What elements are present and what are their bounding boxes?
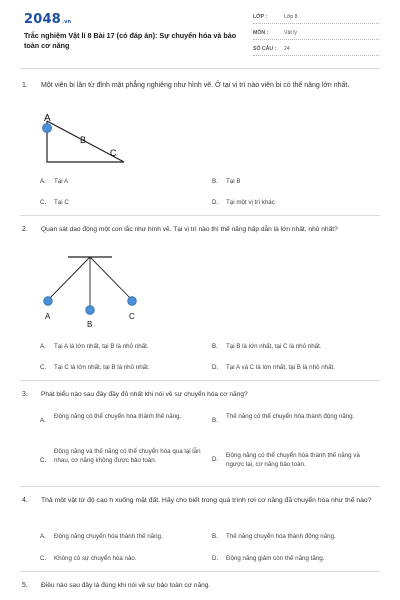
option-key: C. (40, 199, 47, 206)
meta-value: Vật lý (284, 30, 297, 36)
question-number: 4. (22, 497, 28, 504)
answer-option[interactable] (212, 555, 382, 564)
option-key: B. (212, 417, 218, 424)
option-text: Động năng và thế năng có thể chuyển hóa qua lại lẫn nhau, cơ năng không được bảo toàn. (54, 448, 201, 464)
meta-row-subject (253, 27, 379, 40)
answer-option[interactable] (40, 555, 208, 564)
meta-value: 24 (284, 46, 290, 52)
answer-option[interactable] (40, 413, 206, 422)
pendulum-string (90, 257, 132, 300)
answer-option[interactable] (40, 364, 208, 373)
figure-label: B (87, 320, 93, 329)
ball-icon (86, 306, 95, 315)
option-key: C. (40, 364, 47, 371)
figure-label: A (45, 312, 51, 321)
pendulum-figure (38, 254, 148, 332)
answer-option[interactable] (40, 199, 200, 208)
answer-option[interactable] (212, 343, 384, 352)
option-key: D. (212, 364, 219, 371)
option-text: Thế năng có thể chuyển hóa thành động năng. (226, 413, 355, 420)
site-logo[interactable] (24, 12, 71, 27)
answer-option[interactable] (40, 448, 206, 465)
divider (20, 215, 380, 216)
meta-key: SỐ CÂU : (253, 46, 277, 52)
question-text: Một viên bi lăn từ đỉnh mặt phẳng nghiêng như hình vẽ. Ở tại vị trí nào viên bi có thế năng lớn nhất. (41, 82, 350, 89)
ball-icon (43, 124, 52, 133)
option-text: Tại một vị trí khác (226, 199, 275, 206)
figure-label: B (80, 135, 87, 145)
divider (20, 571, 380, 572)
option-text: Tại B (226, 178, 241, 185)
question-text: Phát biểu nào sau đây đầy đủ nhất khi nói về sự chuyển hóa cơ năng? (41, 391, 248, 398)
option-key: B. (212, 533, 218, 540)
meta-row-class (253, 11, 379, 24)
meta-key: MÔN : (253, 30, 269, 36)
answer-option[interactable] (212, 364, 384, 373)
logo-text: 2048 (24, 12, 61, 27)
option-text: Không có sự chuyển hóa nào. (54, 555, 137, 562)
option-key: A. (40, 343, 46, 350)
document-title: Trắc nghiệm Vật lí 8 Bài 17 (có đáp án): Sự chuyển hóa và bảo toàn cơ năng (24, 31, 237, 50)
meta-key: LỚP : (253, 14, 268, 20)
answer-option[interactable] (212, 452, 378, 469)
meta-row-count (253, 43, 379, 56)
divider (20, 486, 380, 487)
option-key: C. (40, 457, 47, 464)
question-text: Thả một vật từ độ cao h xuống mặt đất. Hãy cho biết trong quá trình rơi cơ năng đã chuyển hóa như thế nào? (41, 497, 372, 504)
meta-value: Lớp 8 (284, 14, 298, 20)
question-number: 1. (22, 82, 28, 89)
option-key: B. (212, 178, 218, 185)
option-text: Động năng có thể chuyển hóa thành thế năng và ngược lại, cơ năng bảo toàn. (226, 452, 360, 468)
answer-option[interactable] (212, 533, 382, 542)
answer-option[interactable] (212, 413, 378, 422)
figure-label: A (44, 113, 51, 124)
option-key: D. (212, 555, 219, 562)
ball-icon (44, 297, 53, 306)
question-text: Điều nào sau đây là đúng khi nói về sự bảo toàn cơ năng. (41, 582, 211, 589)
option-text: Thế năng chuyển hóa thành động năng. (226, 533, 336, 540)
answer-option[interactable] (40, 178, 200, 187)
option-key: A. (40, 417, 46, 424)
option-text: Động năng chuyển hóa thành thế năng. (54, 533, 163, 540)
ball-icon (128, 297, 137, 306)
question-number: 3. (22, 391, 28, 398)
meta-table (253, 11, 379, 59)
option-text: Động năng có thể chuyển hóa thành thế năng. (54, 413, 182, 420)
option-key: C. (40, 555, 47, 562)
logo-suffix: .vn (61, 19, 72, 25)
option-key: A. (40, 178, 46, 185)
option-text: Tại A và C là lớn nhất, tại B là nhỏ nhất. (226, 364, 335, 371)
answer-option[interactable] (212, 199, 377, 208)
option-text: Tại A là lớn nhất, tại B là nhỏ nhất. (54, 343, 149, 350)
option-key: B. (212, 343, 218, 350)
answer-option[interactable] (40, 343, 208, 352)
option-text: Động năng giảm còn thế năng tăng. (226, 555, 325, 562)
option-key: A. (40, 533, 46, 540)
figure-label: C (110, 148, 117, 158)
option-text: Tại B là lớn nhất, tại C là nhỏ nhất. (226, 343, 322, 350)
page-header (0, 0, 400, 64)
option-key: D. (212, 199, 219, 206)
pendulum-string (48, 257, 90, 300)
question-number: 2. (22, 226, 28, 233)
divider (20, 68, 380, 69)
option-text: Tại A (54, 178, 69, 185)
divider (20, 380, 380, 381)
option-text: Tại C (54, 199, 69, 206)
incline-figure (36, 108, 136, 170)
question-text: Quan sát dao động một con lắc như hình vẽ. Tại vị trí nào thì thế năng hấp dẫn là lớn nhất, nhỏ nhất? (41, 226, 338, 233)
answer-option[interactable] (40, 533, 208, 542)
question-number: 5. (22, 582, 28, 589)
option-key: D. (212, 456, 219, 463)
figure-label: C (129, 312, 135, 321)
answer-option[interactable] (212, 178, 377, 187)
option-text: Tại C là lớn nhất, tại B là nhỏ nhất. (54, 364, 150, 371)
